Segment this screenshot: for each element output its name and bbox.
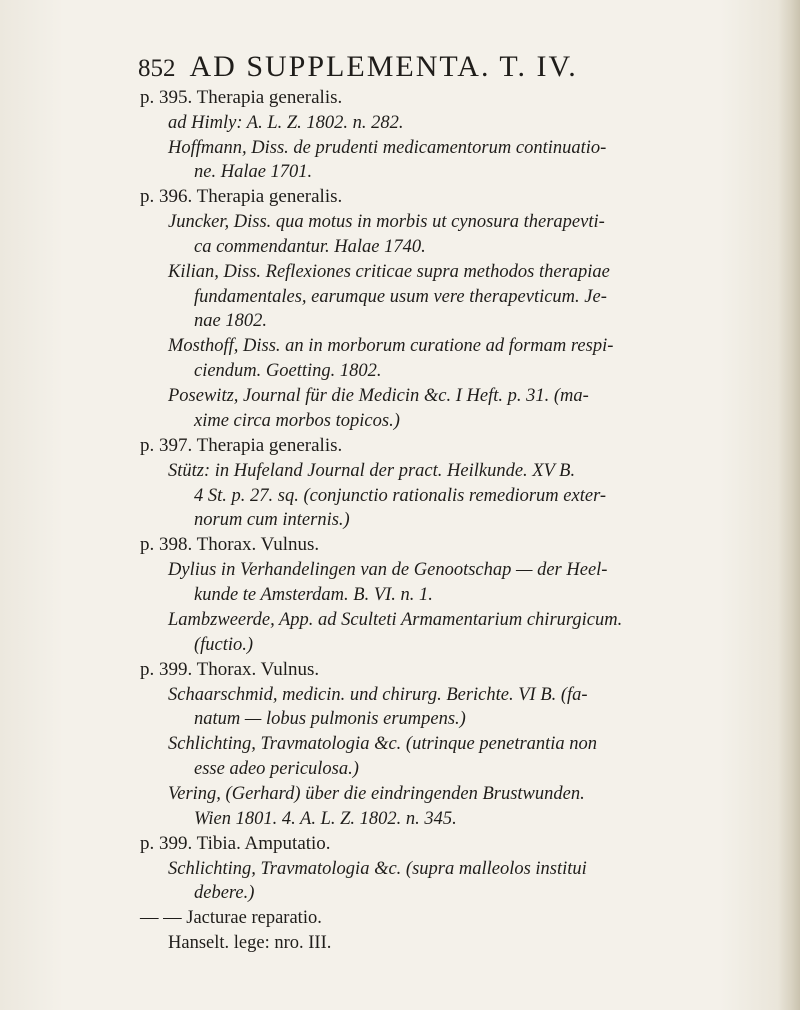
citation-continuation: norum cum internis.) — [194, 510, 350, 530]
citation-continuation: debere.) — [194, 883, 255, 903]
citation-line: Mosthoff, Diss. an in morborum curatione ad formam respi- — [168, 336, 614, 356]
citation-line: Schlichting, Travmatologia &c. (supra malleolos institui — [168, 859, 587, 879]
citation-line: Hanselt. lege: nro. III. — [168, 933, 332, 953]
citation-continuation: ca commendantur. Halae 1740. — [194, 237, 426, 257]
citation-line: Juncker, Diss. qua motus in morbis ut cynosura therapevti- — [168, 212, 605, 232]
citation-line: Dylius in Verhandelingen van de Genootschap — der Heel- — [168, 560, 608, 580]
citation-line: Kilian, Diss. Reflexiones criticae supra methodos therapiae — [168, 262, 610, 282]
citation-continuation: (fuctio.) — [194, 635, 254, 655]
section-heading: p. 397. Therapia generalis. — [140, 435, 343, 456]
citation-line: Schlichting, Travmatologia &c. (utrinque penetrantia non — [168, 734, 598, 754]
section-heading: p. 399. Thorax. Vulnus. — [140, 659, 320, 680]
section-heading: p. 398. Thorax. Vulnus. — [140, 534, 320, 555]
citation-line: Posewitz, Journal für die Medicin &c. I Heft. p. 31. (ma- — [168, 386, 589, 406]
section-heading: p. 395. Therapia generalis. — [140, 87, 343, 108]
running-title: AD SUPPLEMENTA. T. IV. — [189, 50, 578, 83]
page-number: 852 — [138, 55, 176, 82]
citation-continuation: 4 St. p. 27. sq. (conjunctio rationalis remediorum exter- — [194, 486, 607, 506]
page-edge — [778, 0, 800, 1010]
citation-continuation: ne. Halae 1701. — [194, 162, 313, 182]
citation-line: Lambzweerde, App. ad Sculteti Armamentarium chirurgicum. — [168, 610, 623, 630]
citation-continuation: fundamentales, earumque usum vere therapevticum. Je- — [194, 287, 607, 307]
running-header — [138, 50, 578, 84]
citation-line: ad Himly: A. L. Z. 1802. n. 282. — [168, 113, 404, 133]
citation-line: Schaarschmid, medicin. und chirurg. Berichte. VI B. (fa- — [168, 685, 588, 705]
citation-continuation: xime circa morbos topicos.) — [194, 411, 400, 431]
citation-continuation: Wien 1801. 4. A. L. Z. 1802. n. 345. — [194, 809, 457, 829]
citation-line: Vering, (Gerhard) über die eindringenden Brustwunden. — [168, 784, 585, 804]
citation-continuation: esse adeo periculosa.) — [194, 759, 359, 779]
citation-continuation: ciendum. Goetting. 1802. — [194, 361, 382, 381]
citation-line: Stütz: in Hufeland Journal der pract. Heilkunde. XV B. — [168, 461, 576, 481]
citation-continuation: natum — lobus pulmonis erumpens.) — [194, 709, 466, 729]
citation-continuation: nae 1802. — [194, 311, 267, 331]
section-heading: p. 399. Tibia. Amputatio. — [140, 833, 331, 854]
section-heading: p. 396. Therapia generalis. — [140, 186, 343, 207]
citation-continuation: kunde te Amsterdam. B. VI. n. 1. — [194, 585, 433, 605]
sub-heading: — — Jacturae reparatio. — [140, 908, 322, 928]
citation-line: Hoffmann, Diss. de prudenti medicamentorum continuatio- — [168, 138, 607, 158]
